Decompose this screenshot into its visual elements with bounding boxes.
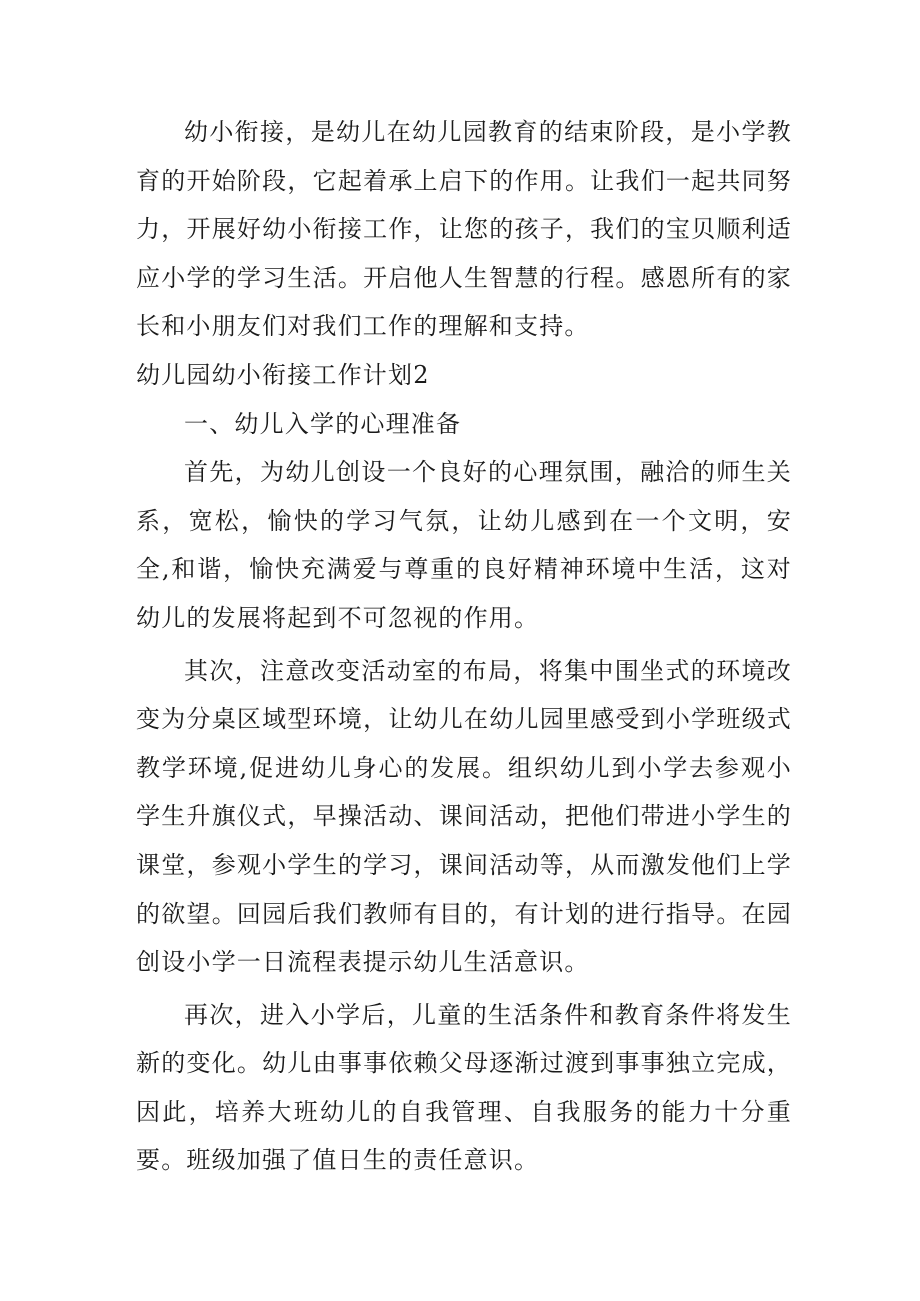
subsection-title: 一、幼儿入学的心理准备 — [184, 409, 462, 438]
section-title: 幼儿园幼小衔接工作计划2 — [136, 360, 430, 389]
body-paragraph-1: 首先，为幼儿创设一个良好的心理氛围，融洽的师生关系，宽松，愉快的学习气氛，让幼儿感到在一个文明，安全,和谐，愉快充满爱与尊重的良好精神环境中生活，这对幼儿的发展将起到不可忽视的作用。 — [136, 458, 792, 632]
body-paragraph-2: 其次，注意改变活动室的布局，将集中围坐式的环境改变为分桌区域型环境，让幼儿在幼儿园里感受到小学班级式教学环境,促进幼儿身心的发展。组织幼儿到小学去参观小学生升旗仪式，早操活动、课间活动，把他们带进小学生的课堂，参观小学生的学习，课间活动等，从而激发他们上学的欲望。回园后我们教师有目的，有计划的进行指导。在园创设小学一日流程表提示幼儿生活意识。 — [136, 656, 792, 977]
body-paragraph-3: 再次，进入小学后，儿童的生活条件和教育条件将发生新的变化。幼儿由事事依赖父母逐渐过渡到事事独立完成，因此，培养大班幼儿的自我管理、自我服务的能力十分重要。班级加强了值日生的责任意识。 — [136, 1000, 792, 1175]
intro-paragraph: 幼小衔接，是幼儿在幼儿园教育的结束阶段，是小学教育的开始阶段，它起着承上启下的作用。让我们一起共同努力，开展好幼小衔接工作，让您的孩子，我们的宝贝顺利适应小学的学习生活。开启他人生智慧的行程。感恩所有的家长和小朋友们对我们工作的理解和支持。 — [136, 118, 792, 341]
